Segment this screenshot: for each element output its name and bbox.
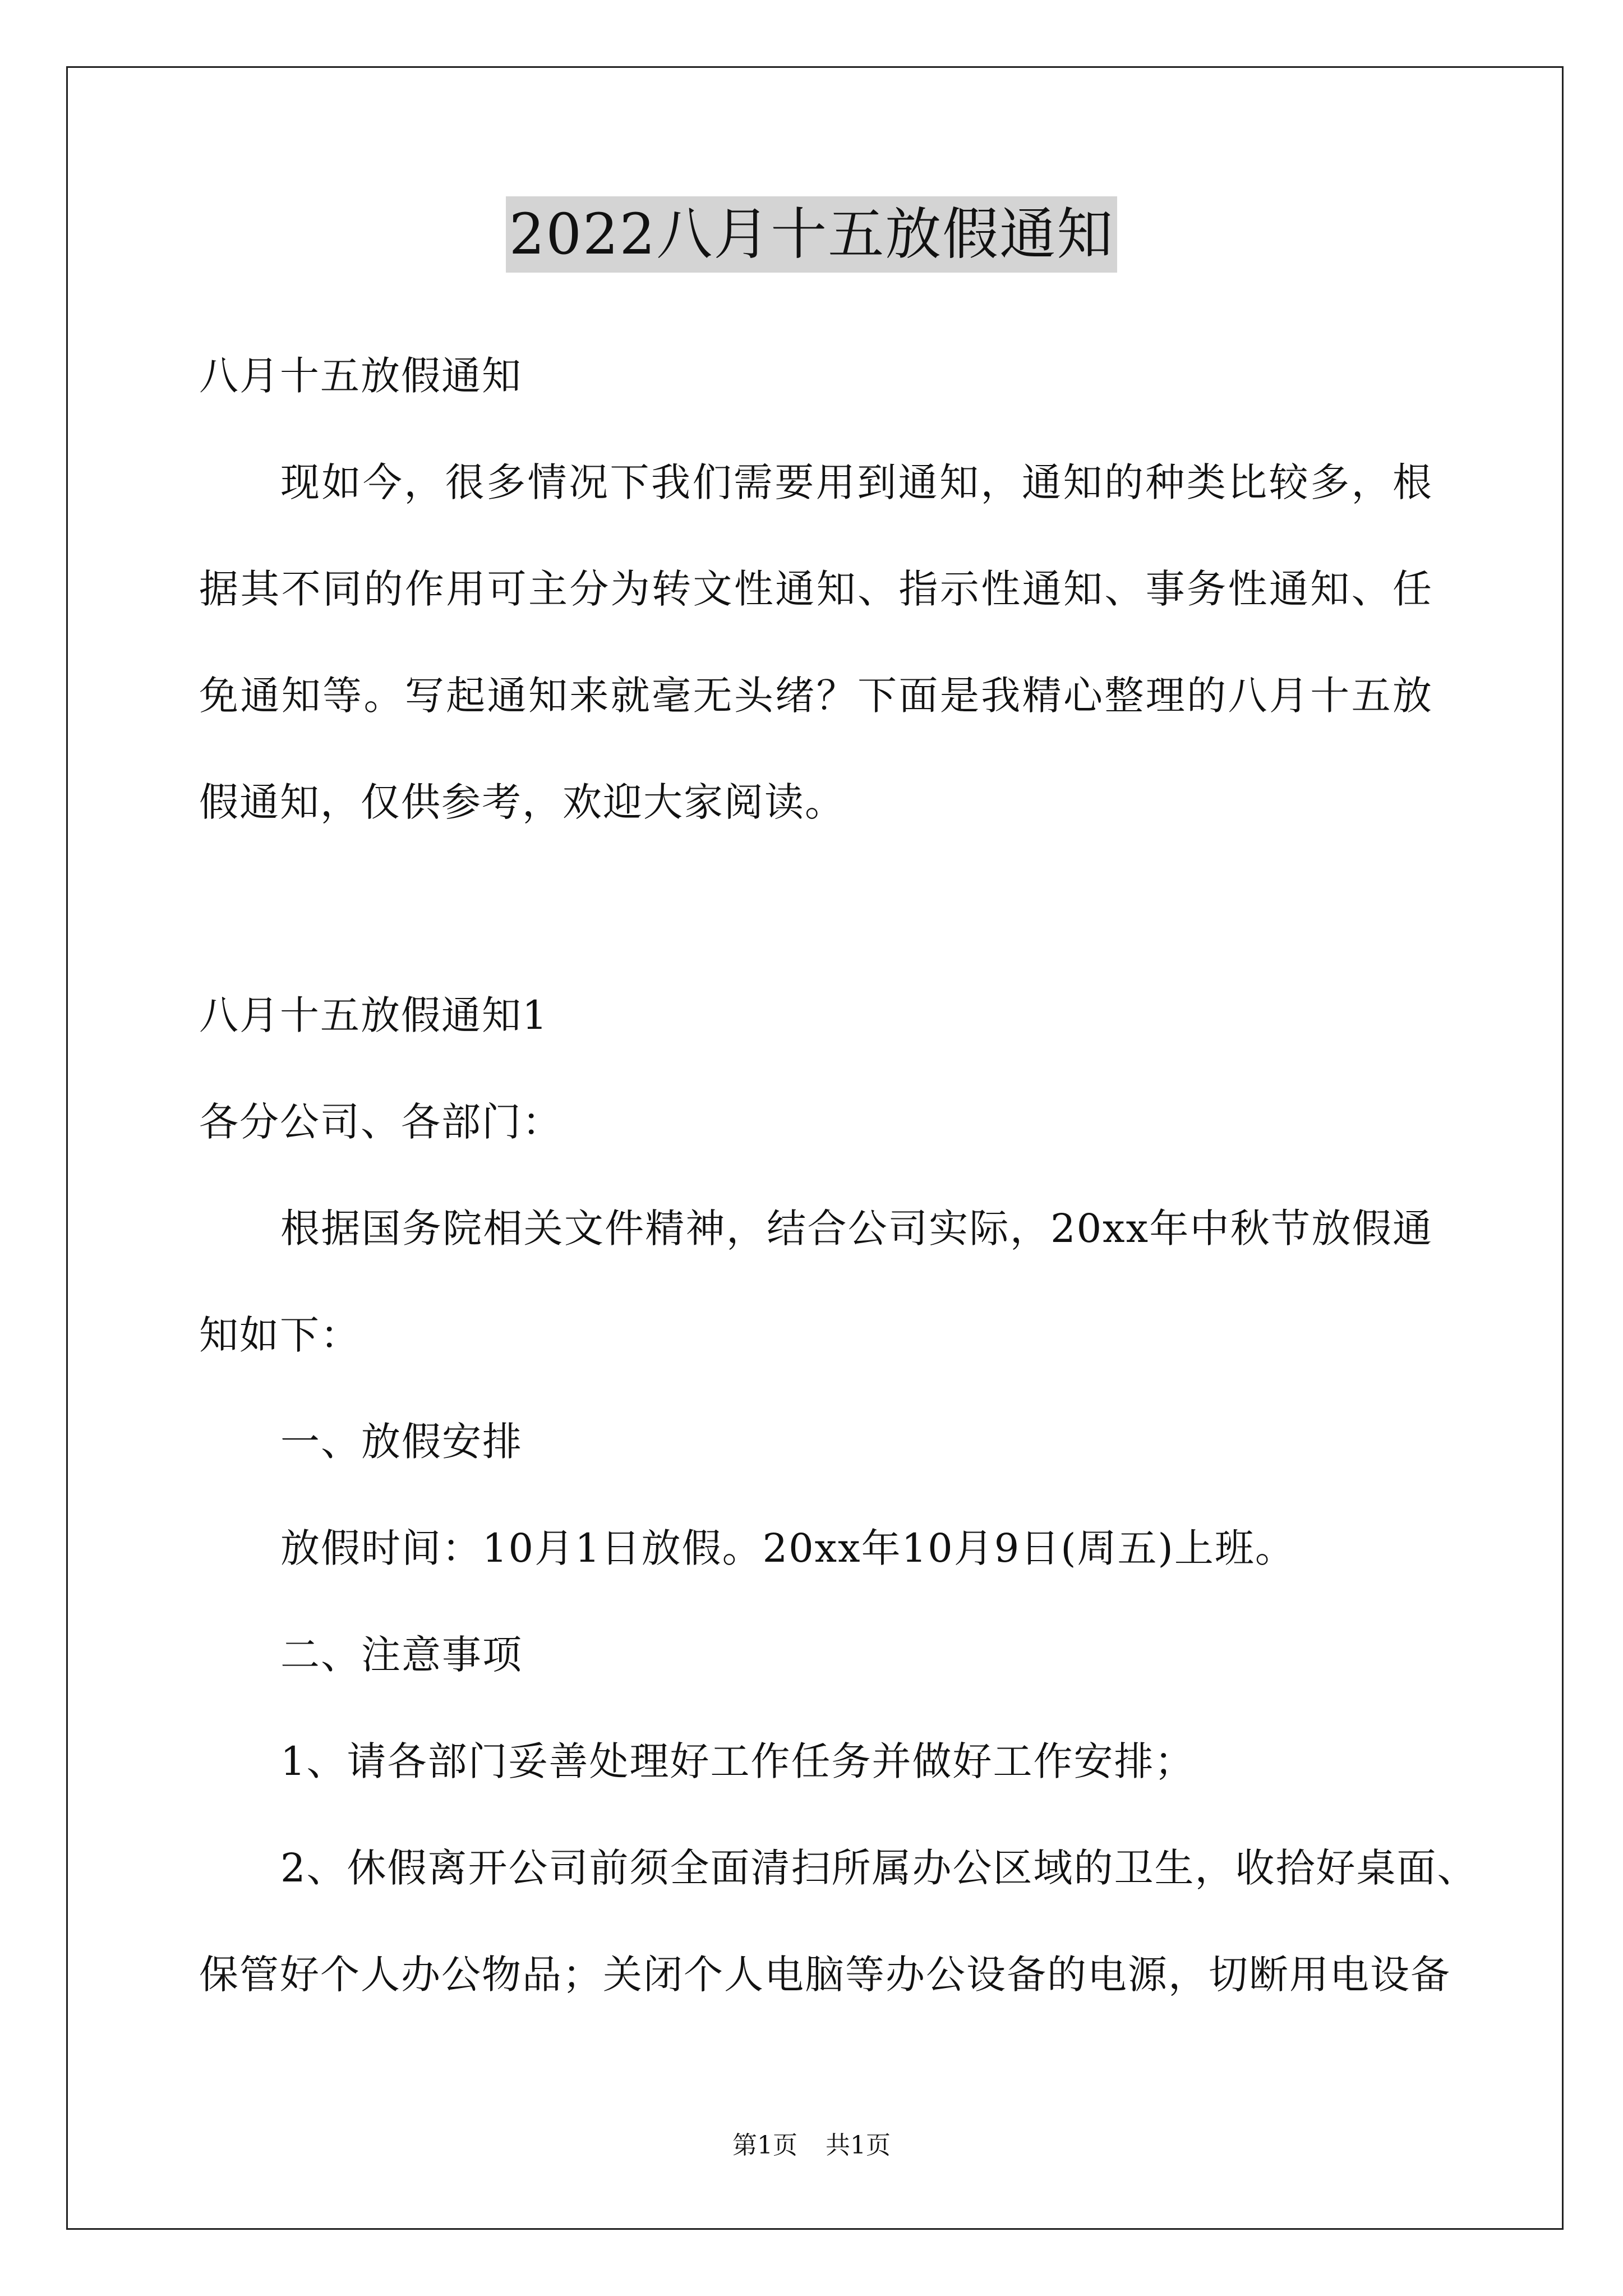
list-item: 2、休假离开公司前须全面清扫所属办公区域的卫生，收拾好桌面、 [280, 1845, 1478, 1891]
title-container [0, 196, 1623, 273]
section-heading: 八月十五放假通知1 [199, 992, 548, 1038]
document-title: 2022八月十五放假通知 [506, 196, 1118, 273]
paragraph-line: 假通知，仅供参考，欢迎大家阅读。 [199, 779, 845, 825]
paragraph-line: 免通知等。写起通知来就毫无头绪？下面是我精心整理的八月十五放 [199, 673, 1433, 719]
paragraph-line: 知如下： [199, 1312, 361, 1358]
list-item: 1、请各部门妥善处理好工作任务并做好工作安排； [280, 1738, 1195, 1784]
section-heading: 八月十五放假通知 [199, 353, 522, 399]
subheading: 一、放假安排 [280, 1419, 523, 1465]
paragraph-line: 放假时间：10月1日放假。20xx年10月9日(周五)上班。 [280, 1525, 1295, 1571]
page-number: 第1页 [732, 2131, 797, 2160]
paragraph-line: 现如今，很多情况下我们需要用到通知，通知的种类比较多，根 [280, 459, 1433, 505]
subheading: 二、注意事项 [280, 1632, 523, 1678]
paragraph-line: 保管好个人办公物品；关闭个人电脑等办公设备的电源，切断用电设备 [199, 1952, 1451, 1998]
page-footer [0, 2129, 1623, 2162]
page-total: 共1页 [826, 2131, 891, 2160]
salutation: 各分公司、各部门： [199, 1099, 562, 1145]
paragraph-line: 据其不同的作用可主分为转文性通知、指示性通知、事务性通知、任 [199, 566, 1433, 612]
paragraph-line: 根据国务院相关文件精神，结合公司实际，20xx年中秋节放假通 [280, 1205, 1433, 1251]
